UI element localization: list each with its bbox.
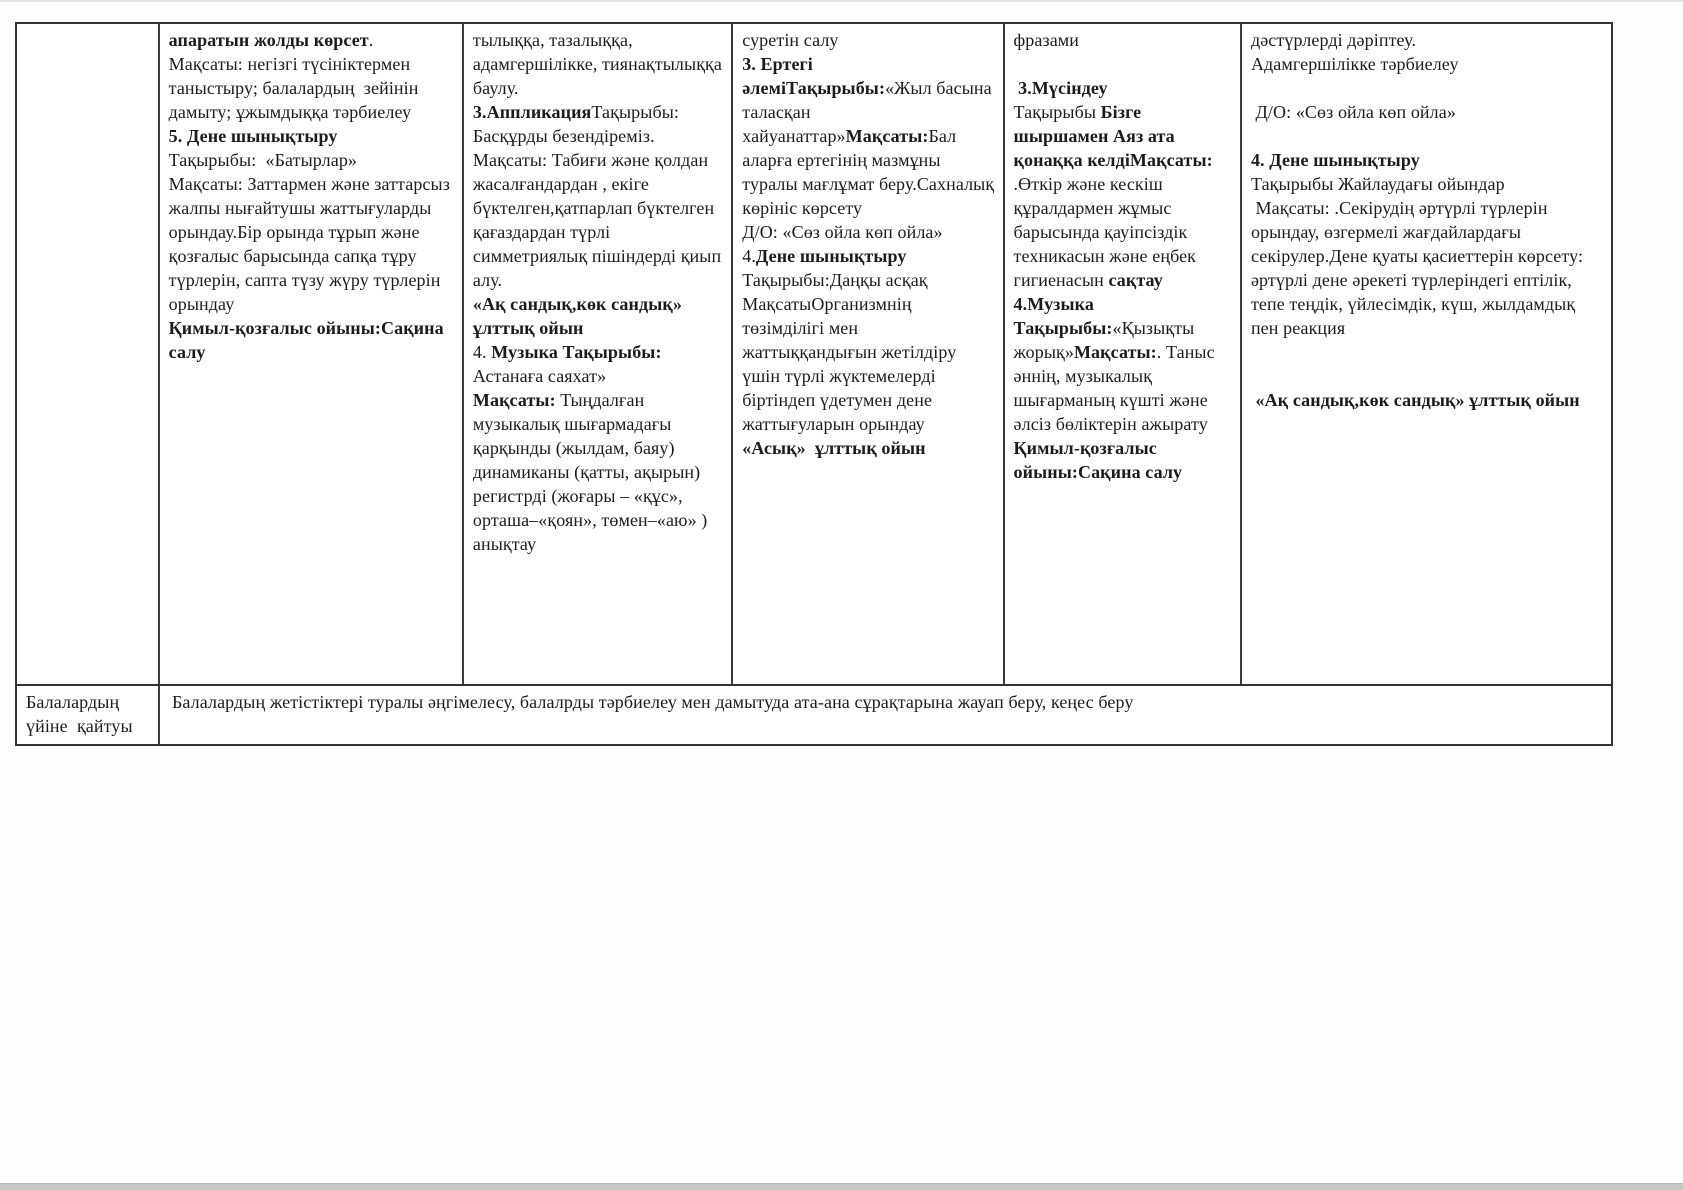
bold-text-segment: Қимыл-қозғалыс ойыны:Сақина салу <box>168 318 449 362</box>
bold-text-segment: апаратын жолды көрсет <box>168 30 369 50</box>
plan-paragraph <box>169 28 456 52</box>
plan-paragraph <box>1251 172 1605 196</box>
text-segment: Астанаға саяхат» <box>472 342 667 386</box>
plan-paragraph <box>1014 172 1234 292</box>
plan-paragraph <box>742 28 996 52</box>
text-segment: 4. <box>742 246 756 266</box>
plan-paragraph <box>169 124 456 148</box>
plan-paragraph <box>742 220 996 244</box>
plan-paragraph <box>742 436 996 460</box>
text-segment: . <box>368 30 374 50</box>
plan-column-4 <box>1005 24 1242 684</box>
bold-text-segment: 5. Дене шынықтыру <box>168 126 338 146</box>
plan-column-2 <box>464 24 733 684</box>
plan-paragraph <box>473 340 725 388</box>
lesson-plan-table <box>15 22 1613 746</box>
plan-paragraph <box>473 148 725 292</box>
plan-paragraph <box>742 52 1001 220</box>
plan-paragraph <box>473 292 725 340</box>
text-segment: Тақырыбы: Басқұрды безендіреміз. <box>472 102 684 146</box>
blank-line <box>1251 76 1605 100</box>
bold-text-segment: 4. Дене шынықтыру <box>1250 150 1420 170</box>
plan-paragraph <box>1251 388 1605 412</box>
plan-paragraph <box>169 52 456 124</box>
bold-text-segment: сақтау <box>1108 270 1163 290</box>
plan-paragraph <box>1251 100 1605 124</box>
footer-row-label: Балалардың үйіне қайтуы <box>17 686 160 744</box>
plan-paragraph <box>1251 28 1605 52</box>
bold-text-segment: Музыка Тақырыбы: <box>491 342 662 362</box>
plan-paragraph <box>1014 316 1234 436</box>
text-segment: Д/О: «Сөз ойла көп ойла» <box>1250 102 1456 122</box>
text-segment: . Таныс әннің, музыкалық шығарманың күшті және әлсіз бөліктерін ажырату <box>1013 342 1220 434</box>
bold-text-segment: Тақырыбы: <box>1013 318 1113 338</box>
text-segment: «Қызықты жорық» <box>1013 318 1199 362</box>
bold-text-segment: Қимыл-қозғалыс ойыны:Сақина салу <box>1013 438 1183 482</box>
bold-text-segment: Бізге шыршамен Аяз ата қонаққа келдіМақсаты: <box>1013 102 1213 170</box>
text-segment: тылыққа, тазалыққа, адамгершілікке, тиянақтылыққа баулу. <box>472 30 727 98</box>
blank-line <box>1251 364 1605 388</box>
text-segment: фразами <box>1013 30 1080 50</box>
plan-paragraph <box>473 388 725 556</box>
plan-paragraph <box>169 148 456 172</box>
plan-paragraph <box>1014 28 1234 52</box>
text-segment: Тақырыбы:Даңқы асқақ <box>742 270 928 290</box>
scan-top-edge <box>0 0 1683 2</box>
text-segment: 4. <box>472 342 492 362</box>
text-segment: Бал аларға ертегінің мазмұны туралы мағлұмат беру.Сахналық көрініс көрсету <box>742 126 999 218</box>
scan-bottom-edge <box>0 1183 1683 1190</box>
bold-text-segment: «Асық» ұлттық ойын <box>742 438 926 458</box>
plan-paragraph <box>742 292 996 436</box>
plan-paragraph <box>1014 76 1234 100</box>
plan-paragraph <box>473 28 725 100</box>
text-segment: Тақырыбы Жайлаудағы ойындар <box>1250 174 1505 194</box>
plan-paragraph <box>1251 52 1605 76</box>
text-segment: .Өткір және кескіш құралдармен жұмыс барысында қауіпсіздік техникасын және еңбек гигиенасын <box>1013 174 1201 290</box>
text-segment: Мақсаты: .Секірудің әртүрлі түрлерін орындау, өзгермелі жағдайлардағы секірулер.Дене қуаты қасиеттерін көрсету: әртүрлі дене әрекеті түрлеріндегі ептілік, тепе теңдік, үйлесімдік, күш, жылдамдық пен реакция <box>1250 198 1588 338</box>
bold-text-segment: 3.Мүсіндеу <box>1013 78 1108 98</box>
plan-paragraph <box>473 100 725 148</box>
bold-text-segment: 4.Музыка <box>1013 294 1094 314</box>
blank-line <box>1251 124 1605 148</box>
row-label-cell-empty <box>17 24 160 684</box>
blank-line <box>1251 340 1605 364</box>
text-segment: дәстүрлерді дәріптеу. <box>1250 30 1417 50</box>
plan-paragraph <box>1014 100 1234 172</box>
bold-text-segment: 3.Аппликация <box>472 102 592 122</box>
plan-paragraph <box>742 268 996 292</box>
lesson-plan-main-row <box>17 24 1611 684</box>
text-segment: Мақсаты: негізгі түсініктермен таныстыру; балалардың зейінін дамыту; ұжымдыққа тәрбиелеу <box>168 54 424 122</box>
text-segment: Тыңдалған музыкалық шығармадағы қарқынды (жылдам, баяу) динамиканы (қатты, ақырын) регистрді (жоғары – «құс», орташа–«қоян», төмен–«аю» ) анықтау <box>472 390 713 554</box>
text-segment: Мақсаты: Заттармен және заттарсыз жалпы нығайтушы жаттығуларды орындау.Бір орында тұрып және қозғалыс барысында сапқа тұру түрлерін, сапта түзу жүру түрлерін орындау <box>168 174 455 314</box>
text-segment: Тақырыбы <box>1013 102 1101 122</box>
text-segment: суретін салу <box>742 30 839 50</box>
text-segment: «Жыл басына таласқан хайуанаттар» <box>742 78 1001 146</box>
bold-text-segment: Мақсаты: <box>845 126 929 146</box>
plan-paragraph <box>169 316 456 364</box>
bold-text-segment: «Ақ сандық,көк сандық» ұлттық ойын <box>472 294 687 338</box>
bold-text-segment: Дене шынықтыру <box>755 246 907 266</box>
plan-paragraph <box>1014 292 1234 316</box>
plan-column-3 <box>733 24 1004 684</box>
text-segment: МақсатыОрганизмнің төзімділігі мен жаттыққандығын жетілдіру үшін түрлі жүктемелерді біртіндеп үдетумен дене жаттығуларын орындау <box>742 294 961 434</box>
text-segment: Тақырыбы: «Батырлар» <box>168 150 358 170</box>
text-segment: Мақсаты: Табиғи және қолдан жасалғандардан , екіге бүктелген,қатпарлап бүктелген қағаздардан түрлі симметриялық пішіндерді қиып алу. <box>472 150 726 290</box>
text-segment: Д/О: «Сөз ойла көп ойла» <box>742 222 943 242</box>
bold-text-segment: 3. Ертегі әлеміТақырыбы: <box>742 54 886 98</box>
plan-paragraph <box>169 172 456 316</box>
bold-text-segment: Мақсаты: <box>472 390 556 410</box>
plan-paragraph <box>1251 148 1605 172</box>
bold-text-segment: Мақсаты: <box>1073 342 1157 362</box>
children-going-home-row <box>17 684 1611 744</box>
plan-paragraph <box>1014 436 1234 484</box>
footer-row-content: Балалардың жетістіктері туралы әңгімелесу, балалрды тәрбиелеу мен дамытуда ата-ана сұрақтарына жауап беру, кеңес беру <box>172 692 1134 712</box>
blank-line <box>1014 52 1234 76</box>
plan-paragraph <box>1251 196 1605 340</box>
plan-column-5 <box>1242 24 1611 684</box>
plan-paragraph <box>742 244 996 268</box>
text-segment: Адамгершілікке тәрбиелеу <box>1250 54 1459 74</box>
plan-column-1 <box>160 24 464 684</box>
bold-text-segment: «Ақ сандық,көк сандық» ұлттық ойын <box>1250 390 1580 410</box>
